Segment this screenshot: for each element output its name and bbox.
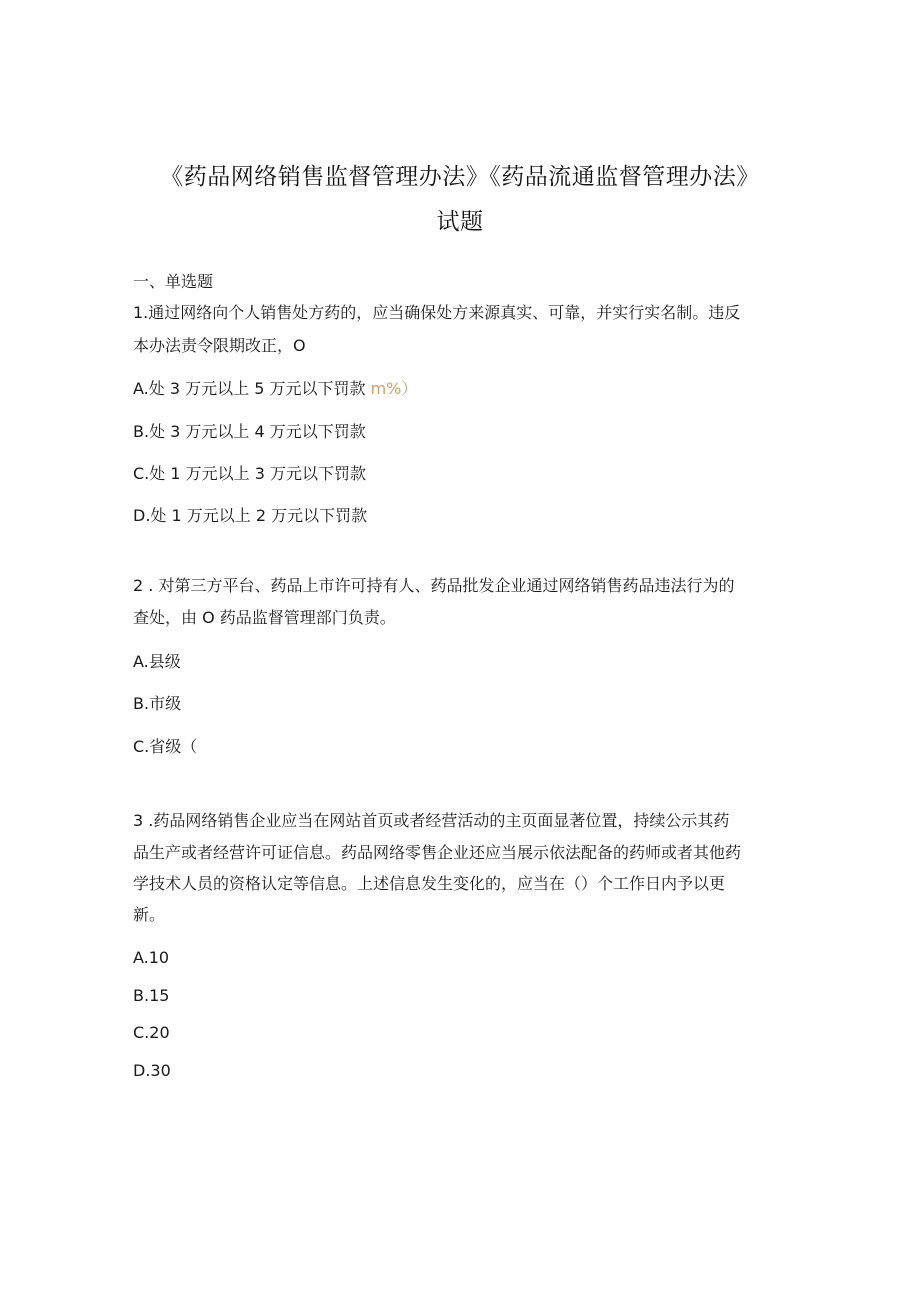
question-2-option-a: A.县级 [133,652,181,671]
question-2-stem-line-1: 2 . 对第三方平台、药品上市许可持有人、药品批发企业通过网络销售药品违法行为的 [133,576,735,595]
question-3-option-b: B.15 [133,986,170,1005]
question-1-option-a [133,373,783,405]
section-heading: 一、单选题 [133,272,214,291]
question-3-option-d: D.30 [133,1061,171,1080]
question-1-option-d: D.处 1 万元以上 2 万元以下罚款 [133,506,368,525]
document-subtitle: 试题 [436,209,484,235]
handwritten-note: m%） [370,379,418,398]
question-3-option-a: A.10 [133,948,170,967]
document-title: 《药品网络销售监督管理办法》《药品流通监督管理办法》 [160,164,760,190]
question-3-stem-line-2: 品生产或者经营许可证信息。药品网络零售企业还应当展示依法配备的药师或者其他药 [133,843,742,862]
question-2-stem-line-2: 查处，由 O 药品监督管理部门负责。 [133,608,396,627]
question-3-option-c: C.20 [133,1023,170,1042]
question-1-option-b: B.处 3 万元以上 4 万元以下罚款 [133,422,366,441]
question-3-stem-line-4: 新。 [133,905,166,924]
question-1-stem-line-2: 本办法责令限期改正，O [133,336,306,355]
question-1-option-c: C.处 1 万元以上 3 万元以下罚款 [133,464,366,483]
question-2-option-b: B.市级 [133,694,182,713]
question-3-stem-line-1: 3 .药品网络销售企业应当在网站首页或者经营活动的主页面显著位置，持续公示其药 [133,811,730,830]
question-2-option-c: C.省级（ [133,737,198,756]
question-1-stem-line-1: 1.通过网络向个人销售处方药的，应当确保处方来源真实、可靠，并实行实名制。违反 [133,303,741,322]
question-3-stem-line-3: 学技术人员的资格认定等信息。上述信息发生变化的，应当在（）个工作日内予以更 [133,874,726,893]
option-a-text: A.处 3 万元以上 5 万元以下罚款 [133,379,366,398]
